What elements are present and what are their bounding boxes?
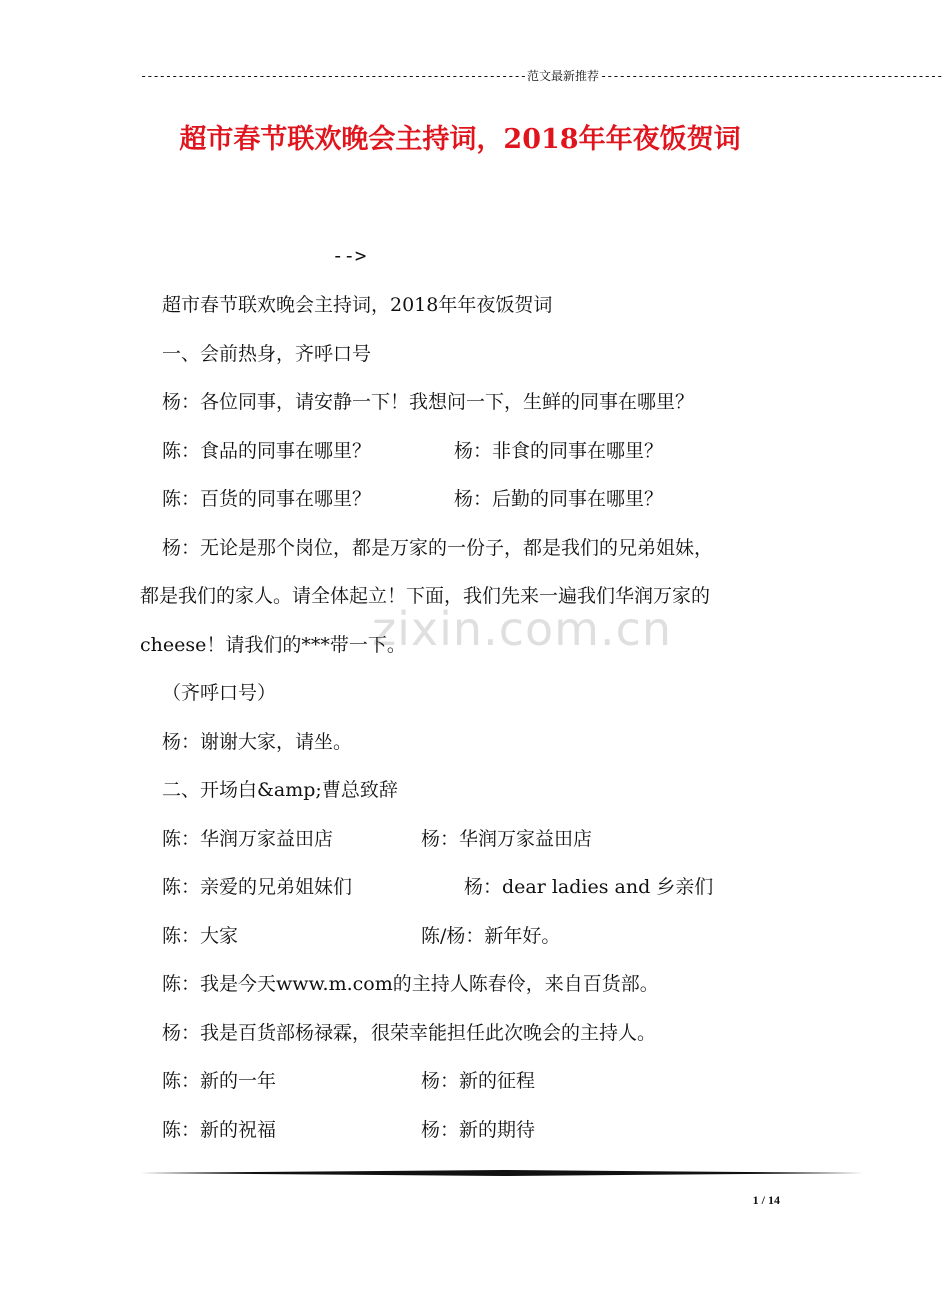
arrow-marker: --> [332,245,367,267]
dialogue-left: 陈：大家 [162,924,239,947]
paragraph-line: cheese！请我们的***带一下。 [140,633,406,656]
paragraph: 杨：谢谢大家，请坐。 [162,730,353,753]
document-body [140,281,790,1154]
dialogue-row [140,475,790,524]
dialogue-left: 陈：华润万家益田店 [162,827,334,850]
dialogue-right: 陈/杨：新年好。 [421,924,561,947]
page-header [140,66,942,86]
paragraph-line: 都是我们的家人。请全体起立！下面，我们先来一遍我们华润万家的 [140,585,711,607]
dialogue-right: 杨：华润万家益田店 [421,827,593,850]
dialogue-left: 陈：百货的同事在哪里？ [162,488,372,510]
footer-rule [140,1170,864,1176]
dialogue-row [140,815,790,864]
paragraph: 陈：我是今天www.m.com的主持人陈春伶，来自百货部。 [162,973,659,995]
dialogue-left: 陈：新的祝福 [162,1118,277,1141]
paragraph: （齐呼口号） [162,682,277,704]
paragraph: 一、会前热身，齐呼口号 [162,342,372,365]
dialogue-row [140,863,790,912]
dialogue-row [140,1057,790,1106]
dialogue-left: 陈：食品的同事在哪里？ [162,439,372,462]
dialogue-right: 杨：新的期待 [421,1118,536,1141]
page-number: 1 / 14 [752,1193,780,1207]
paragraph-line: 杨：无论是那个岗位，都是万家的一份子，都是我们的兄弟姐妹， [162,536,714,559]
dialogue-left: 陈：新的一年 [162,1070,277,1092]
dialogue-right: 杨：非食的同事在哪里？ [454,439,664,462]
document-title: 超市春节联欢晚会主持词，2018年年夜饭贺词 [179,124,741,155]
header-dashes-left: -------------------------------------------------------------- [140,69,526,83]
paragraph: 杨：各位同事，请安静一下！我想问一下，生鲜的同事在哪里？ [162,391,695,413]
watermark: zixin.com.cn [372,602,673,656]
dialogue-row [140,1106,790,1155]
paragraph: 超市春节联欢晚会主持词，2018年年夜饭贺词 [162,294,553,316]
header-label: 范文最新推荐 [526,69,599,83]
dialogue-row [140,912,790,961]
paragraph: 杨：我是百货部杨禄霖，很荣幸能担任此次晚会的主持人。 [162,1021,657,1044]
header-dashes-right: ------------------------------------------------------- [599,69,942,83]
dialogue-right: 杨：新的征程 [421,1070,536,1092]
dialogue-left: 陈：亲爱的兄弟姐妹们 [162,876,353,898]
dialogue-right: 杨：后勤的同事在哪里？ [454,488,664,510]
section-heading: 二、开场白&amp;曹总致辞 [162,779,398,801]
dialogue-right: 杨：dear ladies and 乡亲们 [464,876,714,898]
dialogue-row [140,427,790,476]
